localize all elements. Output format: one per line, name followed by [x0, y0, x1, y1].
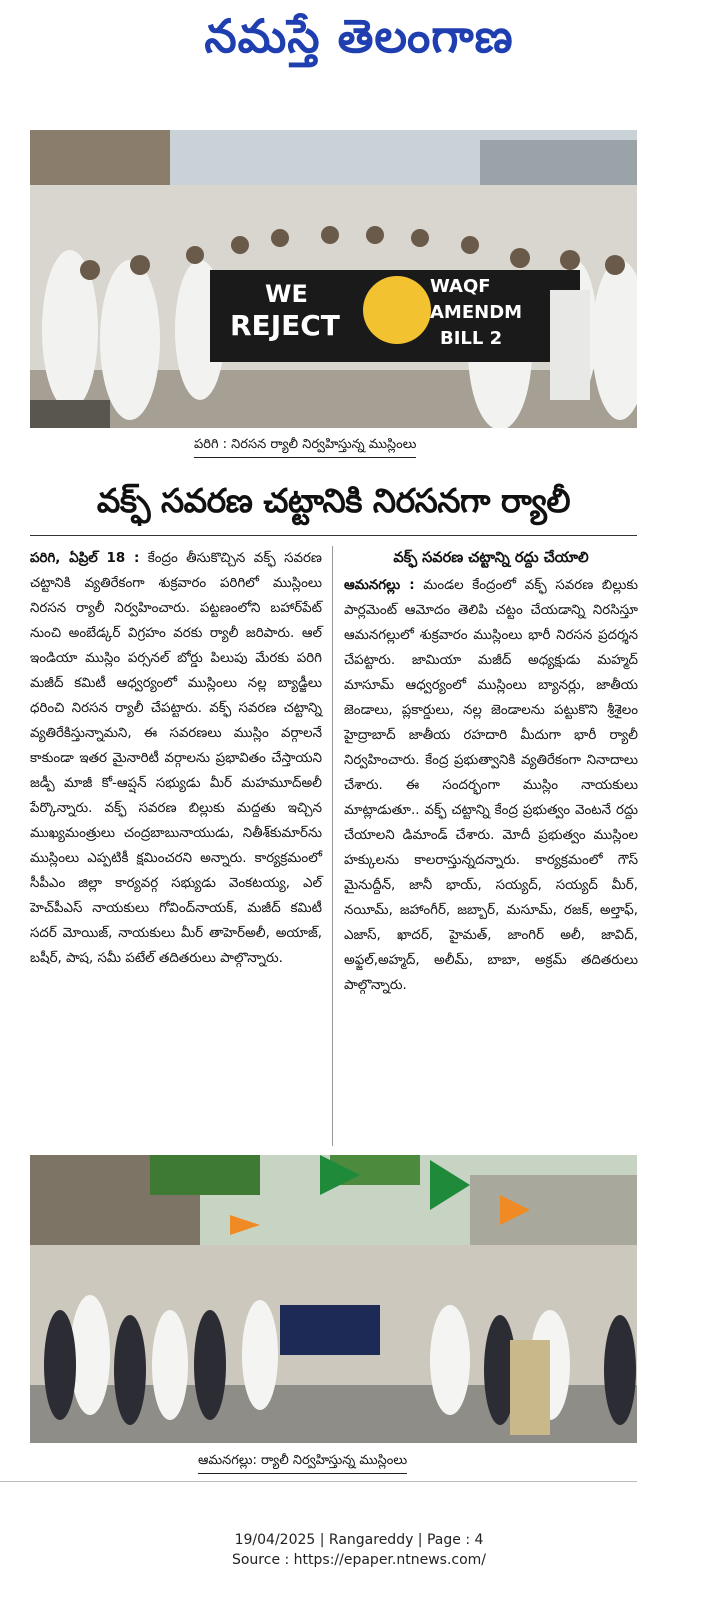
banner-text-amendm: AMENDM — [430, 302, 523, 323]
dateline-parigi: పరిగి, ఏప్రిల్ 18 : — [30, 551, 140, 566]
rally-photo-parigi — [30, 130, 637, 428]
newspaper-masthead: నమస్తే తెలంగాణ — [204, 9, 514, 63]
rally-photo-amanagallu-image — [30, 1155, 637, 1443]
footer-source-link[interactable]: Source : https://epaper.ntnews.com/ — [231, 1552, 487, 1568]
banner-text-bill: BILL 2 — [440, 328, 503, 349]
article-column-parigi — [30, 546, 322, 971]
column-divider — [332, 546, 333, 1146]
footer-divider — [0, 1481, 637, 1482]
dateline-amanagallu: ఆమనగల్లు : — [344, 578, 415, 593]
photo-caption-amanagallu: ఆమనగల్లు: ర్యాలీ నిర్వహిస్తున్న ముస్లింలు — [198, 1452, 407, 1474]
article-body-amanagallu: మండల కేంద్రంలో వక్ఫ్ సవరణ బిల్లుకు పార్లమెంట్ ఆమోదం తెలిపి చట్టం చేయడాన్ని నిరసిస్తూ ఆమనగల్లులో శుక్రవారం ముస్లింలు భారీ నిరసన ప్రదర్శన చేపట్టారు. జామియా మజీద్ అధ్యక్షుడు మహ్మద్ మాసూమ్ ఆధ్వర్యంలో ముస్లింలు బ్యానర్లు, జాతీయ జెండాలు, ప్లకార్డులు, నల్ల జెండాలను పట్టుకొని శ్రీశైలం హైద్రాబాద్ జాతీయ రహదారి మీదుగా భారీ ర్యాలీ నిర్వహించారు. కేంద్ర ప్రభుత్వానికి వ్యతిరేకంగా నినాదాలు చేశారు. ఈ సందర్భంగా ముస్లిం నాయకులు మాట్లాడుతూ.. వక్ఫ్ చట్టాన్ని కేంద్ర ప్రభుత్వం వెంటనే రద్దు చేయాలని డిమాండ్ చేశారు. మోదీ ప్రభుత్వం ముస్లింల హక్కులను కాలరాస్తున్నదన్నారు. కార్యక్రమంలో గౌస్ మైనుద్దీన్, జానీ భాయ్, సయ్యద్, సయ్యద్ మీర్, నయీమ్, జహాంగీర్, జబ్బార్, మసూమ్, రజక్, అల్తాఫ్, ఎజాస్, ఖాదర్, హైమత్, జాంగిర్ అలీ, జావిద్, అఫ్జల్,అహ్మద్, అలీమ్, బాబా, అక్రమ్ తదితరులు పాల్గొన్నారు. — [344, 578, 638, 993]
footer-edition-info: 19/04/2025 | Rangareddy | Page : 4 — [234, 1532, 484, 1548]
banner-text-reject: REJECT — [230, 309, 340, 342]
headline-divider — [30, 535, 637, 536]
photo-caption-parigi: పరిగి : నిరసన ర్యాలీ నిర్వహిస్తున్న ముస్లింలు — [194, 436, 416, 458]
banner-text-we: WE — [265, 280, 308, 308]
article-body-parigi: కేంద్రం తీసుకొచ్చిన వక్ఫ్ సవరణ చట్టానికి వ్యతిరేకంగా శుక్రవారం పరిగిలో ముస్లింలు నిరసన ర్యాలీ నిర్వహించారు. పట్టణంలోని బహార్‌పేట్ నుంచి అంబేడ్కర్ విగ్రహం వరకు ర్యాలీ జరిపారు. ఆల్ ఇండియా ముస్లిం పర్సనల్ బోర్డు పిలుపు మేరకు పరిగి మజీద్ కమిటీ ఆధ్వర్యంలో ముస్లింలు నల్ల బ్యాడ్జీలు ధరించి నిరసన ర్యాలీ చేపట్టారు. వక్ఫ్ సవరణ చట్టాన్ని వ్యతిరేకిస్తున్నామని, ఈ సవరణలు ముస్లిం వర్గాలనే కాకుండా ఇతర మైనారిటీ వర్గాలను ప్రభావితం చేస్తాయని జడ్పీ మాజీ కో-ఆప్షన్ సభ్యుడు మీర్ మహమూద్‌అలీ పేర్కొన్నారు. వక్ఫ్ సవరణ బిల్లుకు మద్దతు ఇచ్చిన ముఖ్యమంత్రులు చంద్రబాబునాయుడు, నితీశ్‌కుమార్‌ను ముస్లింలు ఎప్పటికీ క్షమించరని అన్నారు. కార్యక్రమంలో సీపీఎం జిల్లా కార్యవర్గ సభ్యుడు వెంకటయ్య, ఎల్ హెచ్‌పీఎస్ నాయకులు గోవింద్‌నాయక్, మజీద్ కమిటీ సదర్ మోయిజ్, నాయకులు మీర్ తాహెర్‌అలీ, అయాజ్, బషీర్, పాష, సమీ పటేల్ తదితరులు పాల్గొన్నారు. — [30, 551, 322, 966]
article-headline: వక్ఫ్ సవరణ చట్టానికి నిరసనగా ర్యాలీ — [96, 481, 571, 520]
rally-photo-amanagallu — [30, 1155, 637, 1443]
banner-text-waqf: WAQF — [430, 276, 491, 297]
rally-photo-parigi-image — [30, 130, 637, 428]
article-column-amanagallu — [344, 546, 638, 998]
subheadline-amanagallu: వక్ఫ్ సవరణ చట్టాన్ని రద్దు చేయాలి — [393, 550, 589, 566]
